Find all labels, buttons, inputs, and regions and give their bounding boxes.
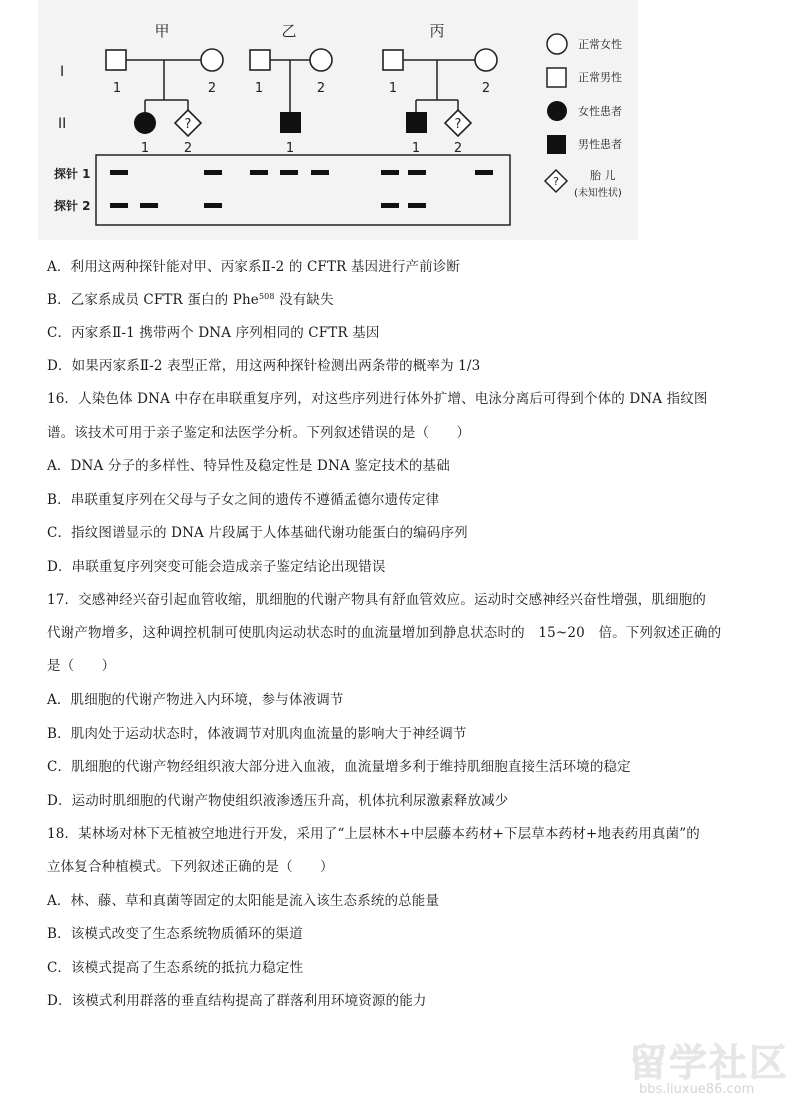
svg-text:1: 1 [112,81,122,96]
svg-text:胎 儿: 胎 儿 [590,169,616,182]
q16-option-a: A．DNA 分子的多样性、特异性及稳定性是 DNA 鉴定技术的基础 [47,458,450,474]
bing-II1-affected-male [406,112,427,133]
svg-text:1: 1 [285,141,295,156]
probe-2-label: 探针 2 [54,199,91,213]
svg-text:?: ? [454,117,462,132]
svg-text:正常女性: 正常女性 [578,38,622,51]
family-bing [383,49,497,156]
svg-text:(未知性状): (未知性状) [574,188,622,199]
gel-box [96,155,510,225]
q18-option-d: D．该模式利用群落的垂直结构提高了群落利用环境资源的能力 [47,993,427,1009]
watermark-logo-text: 留学社区 [629,1041,790,1085]
svg-text:2: 2 [207,81,217,96]
band [408,170,426,175]
svg-text:2: 2 [453,141,463,156]
generation-1-label: I [60,64,65,80]
band [381,203,399,208]
svg-text:1: 1 [411,141,421,156]
svg-text:2: 2 [316,81,326,96]
pedigree-figure [38,0,638,240]
watermark-url: bbs.liuxue86.com [639,1082,755,1097]
band [110,170,128,175]
q17-option-c: C．肌细胞的代谢产物经组织液大部分进入血液，血流量增多利于维持肌细胞直接生活环境的稳定 [47,759,631,775]
q18-option-b: B．该模式改变了生态系统物质循环的渠道 [47,926,303,942]
q16-stem-line1: 16．人染色体 DNA 中存在串联重复序列，对这些序列进行体外扩增、电泳分离后可得到个体的 DNA 指纹图 [47,391,708,407]
band [475,170,493,175]
q17-option-b: B．肌肉处于运动状态时，体液调节对肌肉血流量的影响大于神经调节 [47,726,467,742]
jia-I1-normal-male [106,50,126,70]
jia-II1-affected-female [134,112,156,134]
family-yi-label: 乙 [281,22,297,40]
bing-I2-normal-female [475,49,497,71]
q17-stem-line1: 17．交感神经兴奋引起血管收缩，肌细胞的代谢产物具有舒血管效应。运动时交感神经兴奋性增强，肌细胞的 [47,592,707,608]
svg-text:2: 2 [183,141,193,156]
svg-text:?: ? [184,117,192,132]
q17-option-d: D．运动时肌细胞的代谢产物使组织液渗透压升高，机体抗利尿激素释放减少 [47,793,509,809]
svg-text:1: 1 [140,141,150,156]
generation-2-label: II [58,116,67,132]
watermark [625,1032,793,1106]
q16-stem-line2: 谱。该技术可用于亲子鉴定和法医学分析。下列叙述错误的是（ ） [47,425,471,441]
svg-text:1: 1 [254,81,264,96]
svg-text:1: 1 [388,81,398,96]
band [381,170,399,175]
q17-stem-line2: 代谢产物增多，这种调控机制可使肌肉运动状态时的血流量增加到静息状态时的 15~20 倍。下列叙述正确的 [47,625,722,641]
q15-option-c: C．丙家系Ⅱ-1 携带两个 DNA 序列相同的 CFTR 基因 [47,325,380,341]
legend-circle-open-icon [547,34,567,54]
legend-square-open-icon [547,68,566,87]
band [280,170,298,175]
band [140,203,158,208]
q15-option-b: B．乙家系成员 CFTR 蛋白的 Phe$^{508}$ 没有缺失 [47,292,334,308]
q18-stem-line2: 立体复合种植模式。下列叙述正确的是（ ） [47,859,334,875]
family-yi [250,49,332,156]
probe-2-bands [110,203,426,208]
q17-stem-line3: 是（ ） [47,658,116,674]
bing-I1-normal-male [383,50,403,70]
family-bing-label: 丙 [429,22,445,40]
q18-option-a: A．林、藤、草和真菌等固定的太阳能是流入该生态系统的总能量 [47,893,440,909]
yi-II1-affected-male [280,112,301,133]
svg-text:女性患者: 女性患者 [578,105,622,118]
svg-text:?: ? [553,175,559,188]
yi-I1-normal-male [250,50,270,70]
probe-1-bands [110,170,493,175]
family-jia [106,49,223,156]
q17-option-a: A．肌细胞的代谢产物进入内环境，参与体液调节 [47,692,344,708]
band [110,203,128,208]
family-jia-label: 甲 [154,22,170,40]
q16-option-d: D．串联重复序列突变可能会造成亲子鉴定结论出现错误 [47,559,386,575]
band [408,203,426,208]
legend-circle-filled-icon [547,101,567,121]
svg-text:男性患者: 男性患者 [578,138,622,151]
q16-option-b: B．串联重复序列在父母与子女之间的遗传不遵循孟德尔遗传定律 [47,492,440,508]
band [204,203,222,208]
band [204,170,222,175]
band [311,170,329,175]
q15-option-d: D．如果丙家系Ⅱ-2 表型正常，用这两种探针检测出两条带的概率为 1/3 [47,358,481,374]
svg-text:2: 2 [481,81,491,96]
jia-I2-normal-female [201,49,223,71]
legend [545,34,622,199]
q18-stem-line1: 18．某林场对林下无植被空地进行开发，采用了“上层林木+中层藤本药材+下层草本药材+地表药用真菌”的 [47,826,700,842]
q15-option-a: A．利用这两种探针能对甲、丙家系Ⅱ-2 的 CFTR 基因进行产前诊断 [47,259,461,275]
svg-text:正常男性: 正常男性 [578,71,622,84]
q16-option-c: C．指纹图谱显示的 DNA 片段属于人体基础代谢功能蛋白的编码序列 [47,525,468,541]
pedigree-svg [38,0,638,240]
yi-I2-normal-female [310,49,332,71]
probe-1-label: 探针 1 [54,167,91,181]
q18-option-c: C．该模式提高了生态系统的抵抗力稳定性 [47,960,304,976]
legend-square-filled-icon [547,135,566,154]
band [250,170,268,175]
